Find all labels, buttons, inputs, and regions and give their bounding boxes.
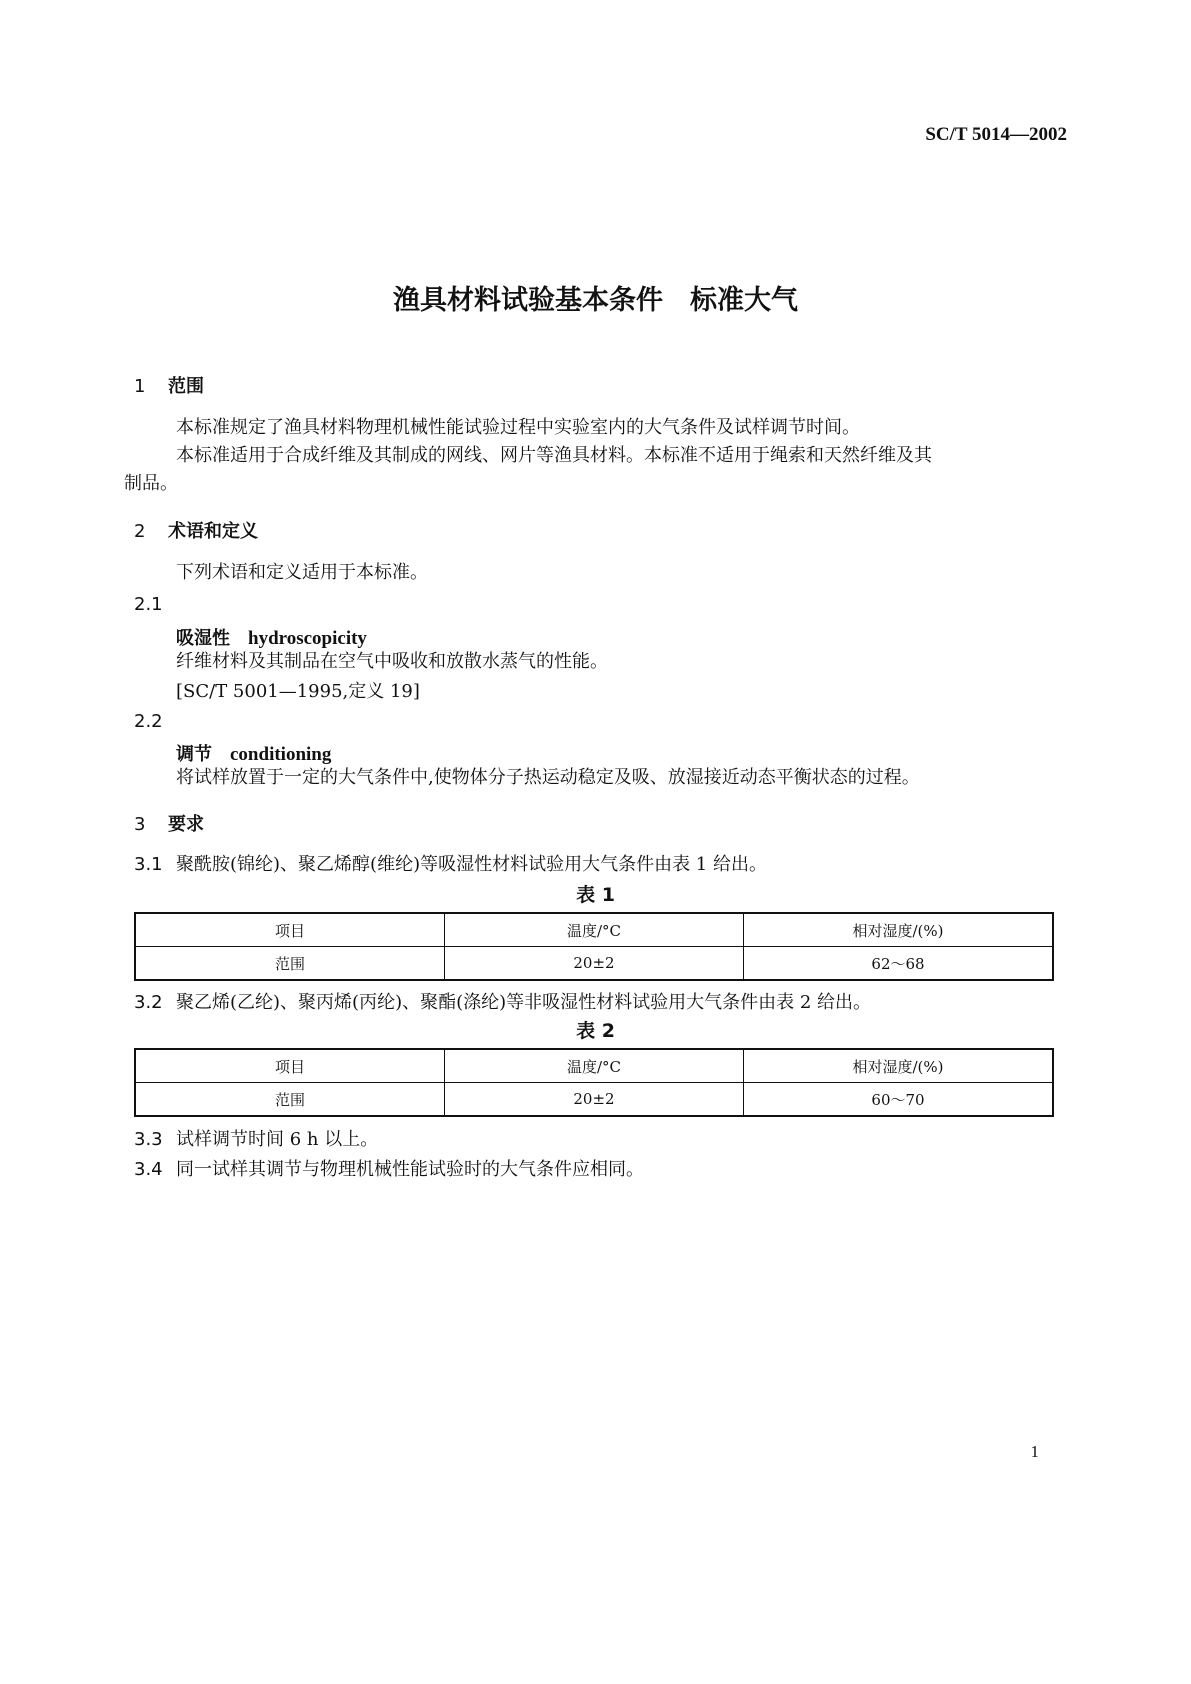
section-3-heading: [134, 810, 204, 836]
term-number: 2.2: [134, 711, 163, 732]
table-row: [135, 1083, 1053, 1117]
clause-text: 聚酰胺(锦纶)、聚乙烯醇(维纶)等吸湿性材料试验用大气条件由表 1 给出。: [176, 854, 767, 875]
table-cell: 20±2: [445, 1083, 744, 1117]
table-1: [134, 912, 1054, 981]
clause-number: 3.2: [134, 992, 163, 1013]
term-number: 2.1: [134, 594, 163, 615]
section-1-paragraph-1: 本标准规定了渔具材料物理机械性能试验过程中实验室内的大气条件及试样调节时间。: [176, 417, 860, 438]
table-cell: 20±2: [445, 947, 744, 981]
section-title: 术语和定义: [168, 521, 258, 542]
section-number: 2: [134, 521, 146, 542]
header-cell: 温度/°C: [445, 1049, 744, 1083]
term-zh: 吸湿性: [176, 628, 230, 649]
header-cell: 项目: [135, 1049, 445, 1083]
table-cell: 62～68: [744, 947, 1054, 981]
clause-3-1: [134, 850, 767, 876]
section-number: 1: [134, 376, 146, 397]
term-source: [SC/T 5001—1995,定义 19]: [176, 681, 420, 702]
clause-3-2: [134, 988, 871, 1014]
header-cell: 项目: [135, 913, 445, 947]
clause-number: 3.3: [134, 1129, 163, 1150]
table-row: [135, 947, 1053, 981]
clause-text: 聚乙烯(乙纶)、聚丙烯(丙纶)、聚酯(涤纶)等非吸湿性材料试验用大气条件由表 2 给出。: [176, 992, 872, 1013]
page-number: 1: [1030, 1442, 1039, 1461]
term-zh: 调节: [176, 744, 212, 765]
header-cell: 相对湿度/(%): [744, 913, 1054, 947]
document-title: 渔具材料试验基本条件 标准大气: [393, 285, 798, 316]
section-number: 3: [134, 814, 146, 835]
clause-3-4: [134, 1155, 644, 1181]
table-cell: 范围: [135, 947, 445, 981]
clause-number: 3.1: [134, 854, 163, 875]
table-header-row: [135, 1049, 1053, 1083]
term-definition: 纤维材料及其制品在空气中吸收和放散水蒸气的性能。: [176, 651, 608, 672]
section-title: 要求: [168, 814, 204, 835]
table-cell: 60～70: [744, 1083, 1054, 1117]
clause-3-3: [134, 1125, 378, 1151]
table-1-caption: 表 1: [576, 884, 615, 906]
table-2-caption: 表 2: [576, 1020, 615, 1042]
clause-number: 3.4: [134, 1159, 163, 1180]
clause-text: 同一试样其调节与物理机械性能试验时的大气条件应相同。: [176, 1159, 644, 1180]
table-cell: 范围: [135, 1083, 445, 1117]
table-2: [134, 1048, 1054, 1117]
term-en: hydroscopicity: [248, 628, 367, 649]
term-definition: 将试样放置于一定的大气条件中,使物体分子热运动稳定及吸、放湿接近动态平衡状态的过程。: [176, 767, 920, 788]
section-1-heading: [134, 372, 204, 398]
section-title: 范围: [168, 376, 204, 397]
section-1-paragraph-2-continued: 制品。: [124, 473, 178, 494]
term-en: conditioning: [230, 744, 332, 765]
standard-code: SC/T 5014—2002: [925, 124, 1067, 145]
header-cell: 温度/°C: [445, 913, 744, 947]
header-cell: 相对湿度/(%): [744, 1049, 1054, 1083]
clause-text: 试样调节时间 6 h 以上。: [176, 1129, 379, 1150]
section-2-intro: 下列术语和定义适用于本标准。: [176, 562, 428, 583]
section-2-heading: [134, 517, 258, 543]
section-1-paragraph-2: 本标准适用于合成纤维及其制成的网线、网片等渔具材料。本标准不适用于绳索和天然纤维及其: [176, 445, 932, 466]
table-header-row: [135, 913, 1053, 947]
